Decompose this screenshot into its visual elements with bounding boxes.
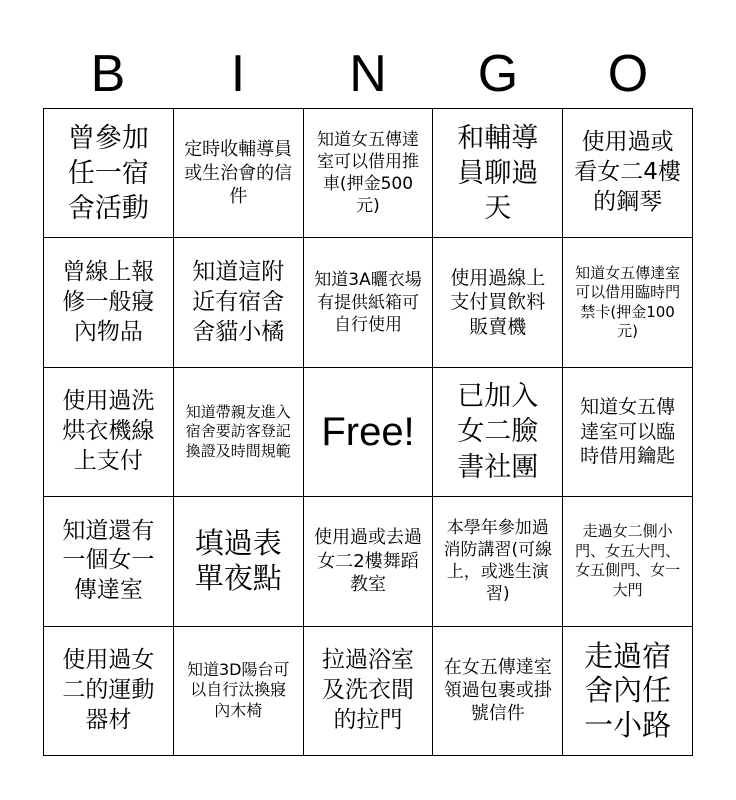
- cell-text: 已加入女二臉書社團: [457, 381, 539, 483]
- bingo-cell[interactable]: [563, 627, 693, 756]
- cell-text: 使用過女二的運動器材: [62, 646, 155, 733]
- bingo-cell[interactable]: [174, 627, 304, 756]
- cell-text: 使用過或去過女二2樓舞蹈教室: [313, 527, 422, 596]
- header-letter-g: G: [477, 45, 519, 103]
- cell-text: 走過女二側小門、女五大門、女五側門、女一大門: [575, 522, 681, 599]
- bingo-cell[interactable]: [304, 109, 434, 238]
- bingo-cell[interactable]: [433, 627, 563, 756]
- bingo-board: [43, 108, 693, 756]
- cell-text: 知道女五傳達室可以借用臨時門禁卡(押金100元): [575, 263, 681, 341]
- bingo-cell[interactable]: [304, 497, 434, 626]
- cell-text: 知道3D陽台可以自行汰換寢內木椅: [186, 659, 290, 721]
- cell-text: 使用過洗烘衣機線上支付: [62, 388, 155, 474]
- cell-text: 知道女五傳達室可以臨時借用鑰匙: [580, 395, 676, 468]
- bingo-cell[interactable]: [44, 627, 174, 756]
- bingo-cell[interactable]: [174, 238, 304, 367]
- bingo-cell[interactable]: [174, 109, 304, 238]
- header-letter-i: I: [230, 45, 246, 103]
- cell-text: 知道還有一個女一傳達室: [62, 517, 155, 604]
- cell-text: 曾線上報修一般寢內物品: [62, 258, 155, 345]
- cell-text: 知道3A曬衣場有提供紙箱可自行使用: [314, 270, 422, 335]
- bingo-cell[interactable]: [304, 238, 434, 367]
- cell-text: 使用過或看女二4樓的鋼琴: [574, 129, 681, 216]
- bingo-cell[interactable]: [44, 368, 174, 497]
- cell-text: 本學年參加過消防講習(可線上，或逃生演習): [443, 518, 553, 605]
- bingo-cell[interactable]: [433, 368, 563, 497]
- cell-text: 拉過浴室及洗衣間的拉門: [321, 646, 414, 733]
- cell-text: 在女五傳達室領過包裹或掛號信件: [443, 656, 552, 725]
- bingo-cell[interactable]: [44, 497, 174, 626]
- bingo-cell[interactable]: [433, 109, 563, 238]
- cell-text: 走過宿舍內任一小路: [584, 638, 672, 743]
- free-text: Free!: [321, 409, 415, 454]
- bingo-cell[interactable]: [563, 238, 693, 367]
- bingo-header: [43, 40, 693, 108]
- cell-text: 使用過線上支付買飲料販賣機: [450, 266, 546, 338]
- cell-text: 知道帶親友進入宿舍要訪客登記換證及時間規範: [185, 402, 291, 460]
- bingo-cell[interactable]: [44, 109, 174, 238]
- cell-text: 知道這附近有宿舍舍貓小橘: [192, 258, 285, 345]
- cell-text: 和輔導員聊過天: [457, 122, 539, 224]
- header-letter-o: O: [607, 45, 649, 103]
- header-letter-b: B: [90, 45, 126, 103]
- bingo-cell[interactable]: [174, 497, 304, 626]
- cell-text: 填過表單夜點: [194, 526, 282, 596]
- bingo-cell[interactable]: [563, 109, 693, 238]
- cell-text: 知道女五傳達室可以借用推車(押金500元): [316, 130, 419, 217]
- bingo-cell[interactable]: [304, 627, 434, 756]
- header-letter-n: N: [349, 45, 387, 103]
- free-space[interactable]: [304, 368, 434, 497]
- bingo-cell[interactable]: [563, 497, 693, 626]
- cell-text: 定時收輔導員或生治會的信件: [184, 139, 293, 207]
- bingo-cell[interactable]: [174, 368, 304, 497]
- bingo-cell[interactable]: [433, 238, 563, 367]
- cell-text: 曾參加任一宿舍活動: [67, 122, 149, 224]
- bingo-cell[interactable]: [44, 238, 174, 367]
- bingo-cell[interactable]: [563, 368, 693, 497]
- bingo-cell[interactable]: [433, 497, 563, 626]
